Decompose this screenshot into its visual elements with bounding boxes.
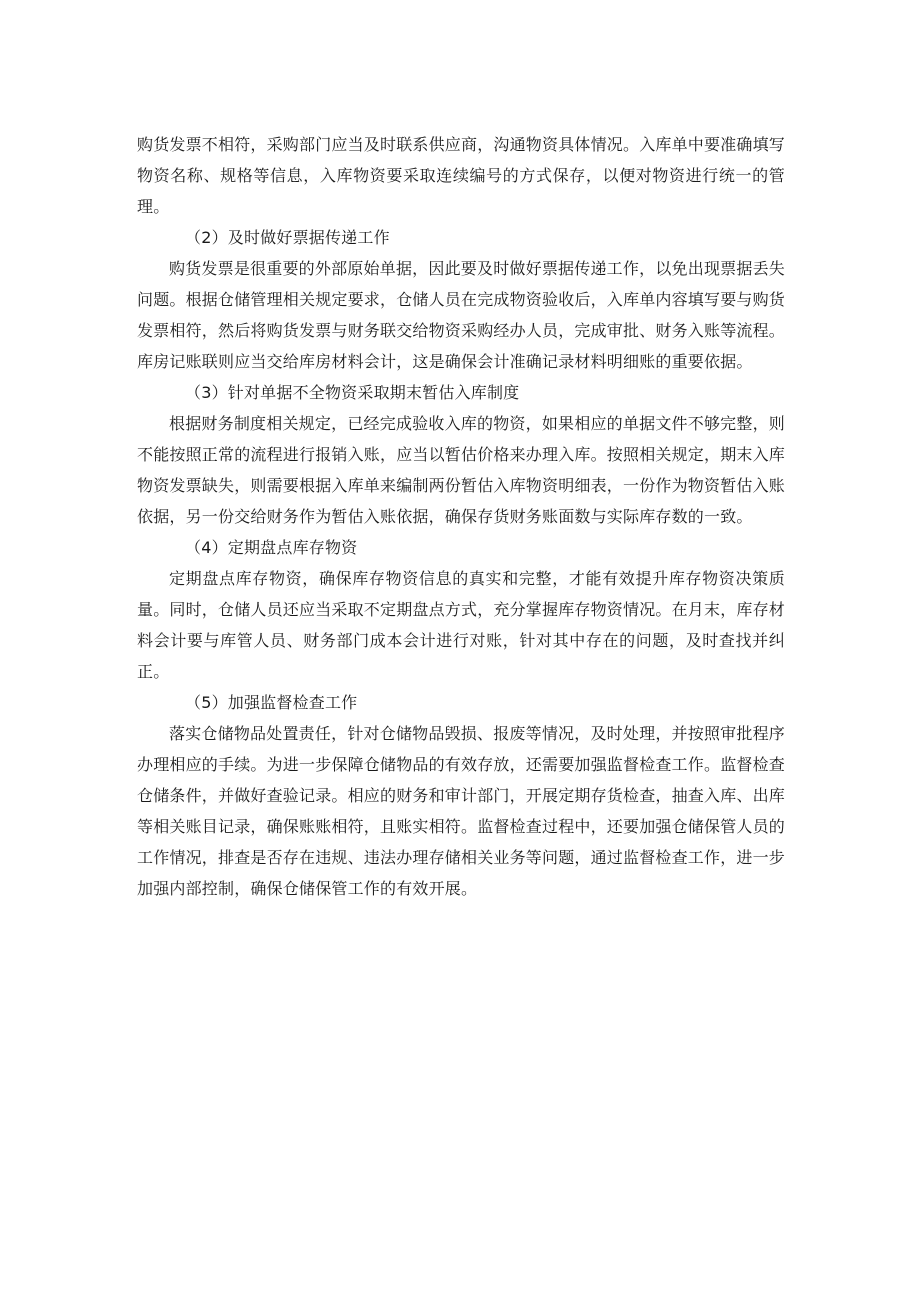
paragraph-continuation: 购货发票不相符，采购部门应当及时联系供应商，沟通物资具体情况。入库单中要准确填写物资名称、规格等信息，入库物资要采取连续编号的方式保存，以便对物资进行统一的管理。 xyxy=(137,135,786,216)
paragraph-supervision: 落实仓储物品处置责任，针对仓储物品毁损、报废等情况，及时处理，并按照审批程序办理相应的手续。为进一步保障仓储物品的有效存放，还需要加强监督检查工作。监督检查仓储条件，并做好查验记录。相应的财务和审计部门，开展定期存货检查，抽查入库、出库等相关账目记录，确保账账相符，且账实相符。监督检查过程中，还要加强仓储保管人员的工作情况，排查是否存在违规、违法办理存储相关业务等问题，通过监督检查工作，进一步加强内部控制，确保仓储保管工作的有效开展。 xyxy=(137,724,786,898)
paragraph-provisional-entry: 根据财务制度相关规定，已经完成验收入库的物资，如果相应的单据文件不够完整，则不能按照正常的流程进行报销入账，应当以暂估价格来办理入库。按照相关规定，期末入库物资发票缺失，则需要根据入库单来编制两份暂估入库物资明细表，一份作为物资暂估入账依据，另一份交给财务作为暂估入账依据，确保存货财务账面数与实际库存数的一致。 xyxy=(137,414,786,526)
section-heading-3: （3）针对单据不全物资采取期末暂估入库制度 xyxy=(185,383,520,402)
document-body xyxy=(137,129,785,904)
paragraph-bill-transfer: 购货发票是很重要的外部原始单据，因此要及时做好票据传递工作，以免出现票据丢失问题。根据仓储管理相关规定要求，仓储人员在完成物资验收后，入库单内容填写要与购货发票相符，然后将购货发票与财务联交给物资采购经办人员，完成审批、财务入账等流程。库房记账联则应当交给库房材料会计，这是确保会计准确记录材料明细账的重要依据。 xyxy=(137,259,786,371)
section-heading-5: （5）加强监督检查工作 xyxy=(185,693,358,712)
section-heading-2: （2）及时做好票据传递工作 xyxy=(185,228,390,247)
paragraph-inventory-count: 定期盘点库存物资，确保库存物资信息的真实和完整，才能有效提升库存物资决策质量。同时，仓储人员还应当采取不定期盘点方式，充分掌握库存物资情况。在月末，库存材料会计要与库管人员、财务部门成本会计进行对账，针对其中存在的问题，及时查找并纠正。 xyxy=(137,569,786,681)
section-heading-4: （4）定期盘点库存物资 xyxy=(185,538,358,557)
